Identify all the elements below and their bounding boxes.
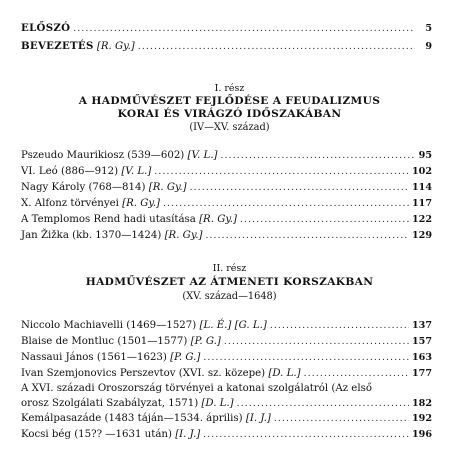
toc-entry bbox=[21, 398, 432, 410]
leader-dots bbox=[73, 23, 415, 35]
leader-dots bbox=[237, 398, 409, 410]
part-1-number: I. rész bbox=[214, 83, 245, 94]
toc-entry bbox=[21, 320, 432, 332]
entry-page: 122 bbox=[411, 214, 432, 225]
toc-entry bbox=[21, 336, 432, 348]
entry-title: Jan Žižka (kb. 1370—1424) bbox=[21, 230, 162, 241]
leader-dots bbox=[138, 41, 415, 53]
toc-entry bbox=[21, 413, 432, 425]
entry-title: X. Alfonz törvényei bbox=[21, 198, 119, 209]
entry-title: Kocsi bég (15?? —1631 után) bbox=[21, 429, 172, 440]
entry-page: 182 bbox=[411, 398, 432, 409]
leader-dots bbox=[205, 230, 409, 242]
entry-page: 137 bbox=[411, 320, 432, 331]
entry-title: orosz Szolgálati Szabályzat, 1571) bbox=[21, 398, 199, 409]
entry-title: BEVEZETÉS bbox=[21, 40, 94, 52]
leader-dots bbox=[163, 198, 409, 210]
entry-author: [D. L.] bbox=[201, 398, 234, 409]
toc-entry bbox=[21, 182, 432, 194]
leader-dots bbox=[190, 182, 409, 194]
toc-entry bbox=[21, 230, 432, 242]
leader-dots bbox=[240, 214, 409, 226]
part-2-number: II. rész bbox=[212, 263, 247, 274]
entry-page: 129 bbox=[411, 230, 432, 241]
entry-title: ELŐSZÓ bbox=[21, 22, 71, 34]
entry-title: A Templomos Rend hadi utasítása bbox=[21, 214, 196, 225]
entry-author: [R. Gy.] bbox=[164, 230, 203, 241]
entry-title: Niccolo Machiavelli (1469—1527) bbox=[21, 320, 197, 331]
entry-page: 5 bbox=[425, 23, 432, 34]
toc-entry bbox=[21, 214, 432, 226]
entry-author: [P. G.] bbox=[170, 352, 201, 363]
toc-entry-foreword bbox=[21, 22, 432, 35]
entry-page: 9 bbox=[425, 41, 432, 52]
entry-title: A XVI. századi Oroszország törvényei a katonai szolgálatról (Az első bbox=[21, 383, 372, 394]
toc-entry bbox=[21, 198, 432, 210]
leader-dots bbox=[270, 320, 409, 332]
leader-dots bbox=[304, 368, 409, 380]
entry-author: [R. Gy.] bbox=[122, 198, 161, 209]
entry-title: Nagy Károly (768—814) bbox=[21, 182, 146, 193]
entry-author: [V. L.] bbox=[121, 166, 152, 177]
entry-author: [P. G.] bbox=[190, 336, 221, 347]
entry-page: 102 bbox=[411, 166, 432, 177]
toc-entry bbox=[21, 352, 432, 364]
entry-author: [I. J.] bbox=[175, 429, 201, 440]
entry-page: 95 bbox=[418, 150, 432, 161]
entry-page: 117 bbox=[411, 198, 432, 209]
entry-author: [R. Gy.] bbox=[96, 41, 135, 52]
entry-title: Blaise de Montluc (1501—1577) bbox=[21, 336, 188, 347]
part-2-title-line-1: HADMŰVÉSZET AZ ÁTMENETI KORSZAKBAN bbox=[85, 276, 374, 288]
entry-page: 163 bbox=[411, 352, 432, 363]
part-1-title-line-1: A HADMŰVÉSZET FEJLŐDÉSE A FEUDALIZMUS bbox=[78, 95, 381, 107]
toc-entry-continued bbox=[21, 383, 432, 395]
entry-title: Kemálpasazáde (1483 táján—1534. április) bbox=[21, 413, 243, 424]
entry-page: 157 bbox=[411, 336, 432, 347]
leader-dots bbox=[221, 150, 415, 162]
toc-entry bbox=[21, 150, 432, 162]
entry-author: [D. L.] bbox=[268, 368, 301, 379]
leader-dots bbox=[203, 352, 409, 364]
part-1-subtitle: (IV—XV. század) bbox=[189, 122, 270, 133]
leader-dots bbox=[203, 429, 409, 441]
entry-page: 196 bbox=[411, 429, 432, 440]
entry-author: [L. É.] [G. L.] bbox=[199, 320, 267, 331]
leader-dots bbox=[274, 413, 409, 425]
entry-title: Nassaui János (1561—1623) bbox=[21, 352, 167, 363]
entry-page: 192 bbox=[411, 413, 432, 424]
part-2-subtitle: (XV. század—1648) bbox=[182, 291, 277, 302]
leader-dots bbox=[224, 336, 409, 348]
part-1-title-line-2: KORAI ÉS VIRÁGZÓ IDŐSZAKÁBAN bbox=[117, 108, 342, 120]
entry-title: Ivan Szemjonovics Perszevtov (XVI. sz. közepe) bbox=[21, 368, 266, 379]
entry-title: VI. Leó (886—912) bbox=[21, 166, 119, 177]
entry-author: [I. J.] bbox=[245, 413, 271, 424]
entry-page: 114 bbox=[411, 182, 432, 193]
toc-entry bbox=[21, 368, 432, 380]
entry-author: [R. Gy.] bbox=[199, 214, 237, 225]
leader-dots bbox=[154, 166, 409, 178]
toc-entry-introduction bbox=[21, 40, 432, 53]
entry-title: Pszeudo Maurikiosz (539—602) bbox=[21, 150, 185, 161]
entry-page: 177 bbox=[411, 368, 432, 379]
toc-entry bbox=[21, 166, 432, 178]
entry-author: [R. Gy.] bbox=[148, 182, 187, 193]
toc-entry bbox=[21, 429, 432, 441]
entry-author: [V. L.] bbox=[187, 150, 218, 161]
